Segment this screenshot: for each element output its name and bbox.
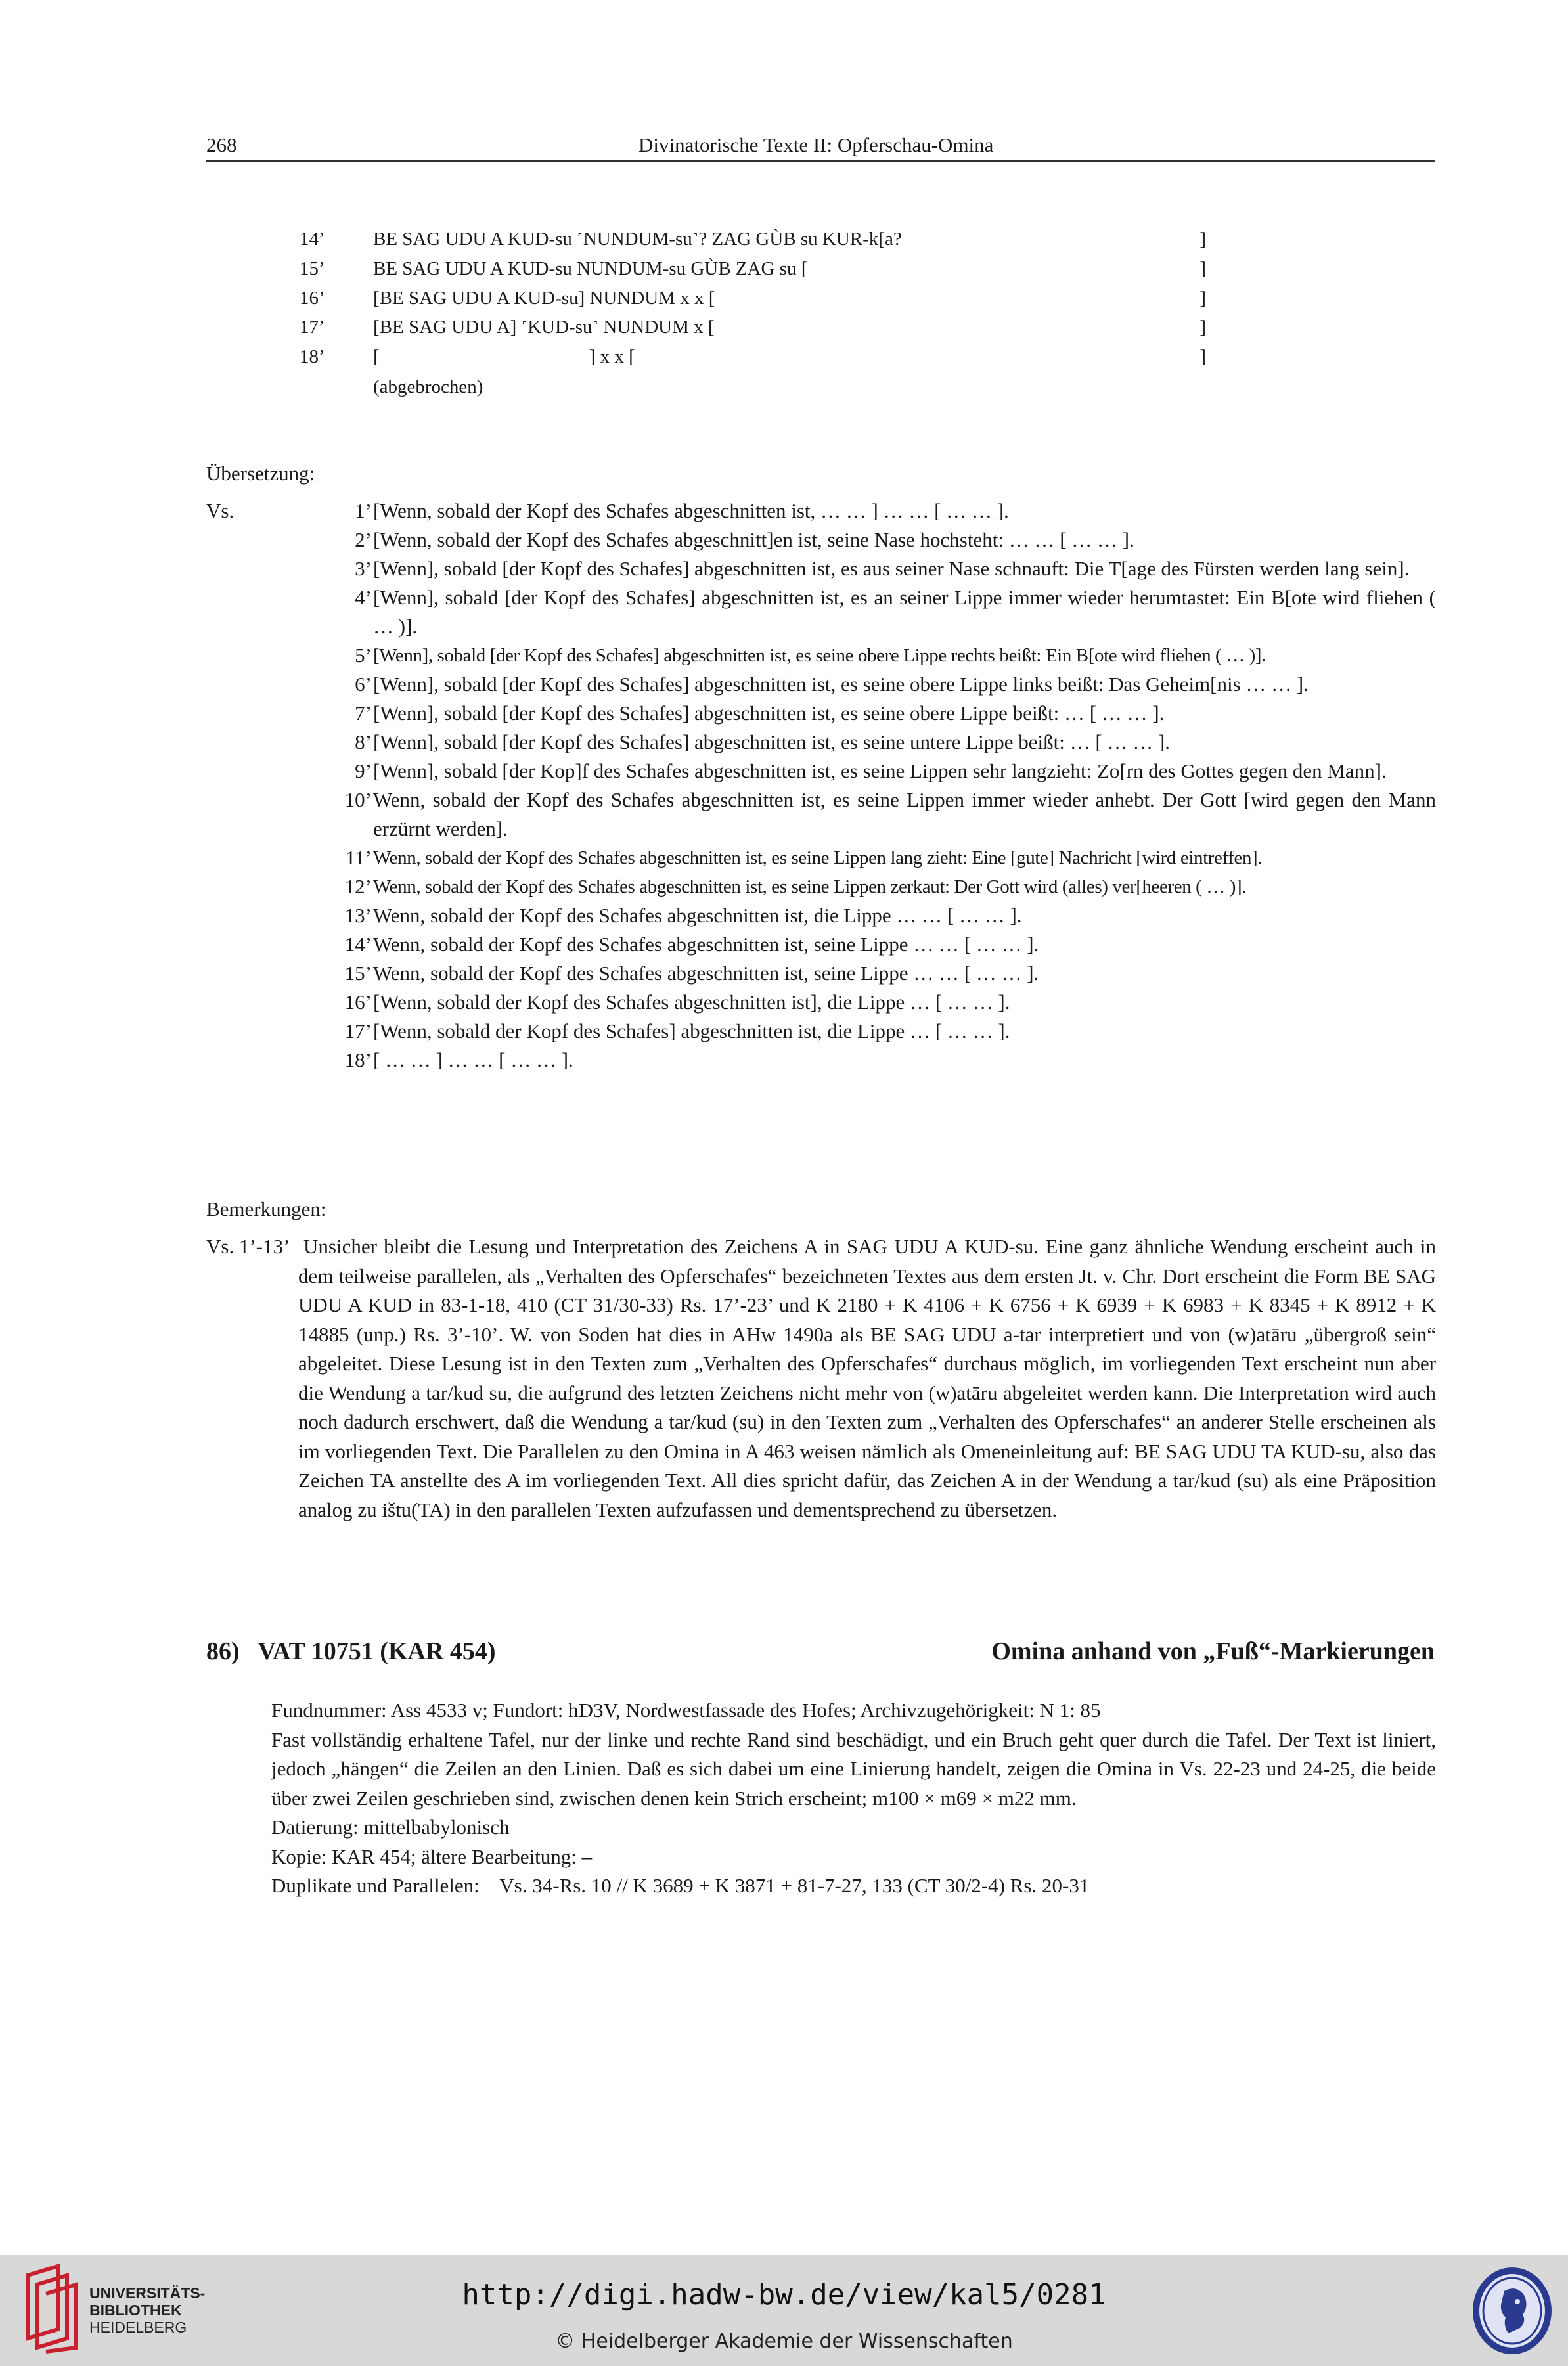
line-text: [Wenn, sobald der Kopf des Schafes abgeschnitten ist], die Lippe … [ … … ].	[373, 991, 1010, 1014]
line-number: 18’	[300, 346, 325, 367]
line-text: [Wenn], sobald [der Kopf des Schafes] abgeschnitten ist, es seine obere Lippe rechts beißt: Ein B[ote wird fliehen ( … )].	[373, 645, 1266, 666]
copyright-notice: © Heidelberger Akademie der Wissenschaften	[555, 2330, 1013, 2353]
line-number: 17’	[300, 317, 325, 338]
header-rule	[206, 160, 1435, 162]
line-text: [Wenn, sobald der Kopf des Schafes] abgeschnitten ist, die Lippe … [ … … ].	[373, 1019, 1010, 1042]
line-text: [Wenn], sobald [der Kopf des Schafes] abgeschnitten ist, es seine untere Lippe beißt: … [ … … ].	[373, 730, 1171, 753]
transliteration-line	[300, 229, 1206, 255]
library-name-line: HEIDELBERG	[89, 2319, 187, 2336]
translation-line	[206, 670, 1436, 699]
dating: Datierung: mittelbabylonisch	[271, 1816, 510, 1839]
translation-line	[206, 757, 1436, 786]
section-heading-number-title: 86) VAT 10751 (KAR 454)	[206, 1638, 496, 1665]
line-number: 16’	[344, 991, 372, 1014]
line-text: [BE SAG UDU A] ˹KUD-su˺ NUNDUM x [	[373, 317, 715, 338]
line-text: [ ] x x [	[373, 346, 635, 367]
line-number: 18’	[344, 1048, 372, 1071]
translation-line	[206, 525, 1436, 554]
permalink-url[interactable]: http://digi.hadw-bw.de/view/kal5/0281	[462, 2278, 1106, 2311]
remarks-heading: Bemerkungen:	[206, 1197, 326, 1220]
line-number: 13’	[344, 904, 372, 927]
line-text: Wenn, sobald der Kopf des Schafes abgeschnitten ist, es seine Lippen immer wieder anhebt. Der Gott [wird gegen den Mann erzürnt werden].	[373, 788, 1436, 840]
line-text: [Wenn, sobald der Kopf des Schafes abgeschnitt]en ist, seine Nase hochsteht: … … [ … … ].	[373, 528, 1134, 551]
section-body	[271, 1696, 1436, 1901]
line-number: 11’	[345, 846, 372, 869]
remark-text: Unsicher bleibt die Lesung und Interpretation des Zeichens A in SAG UDU A KUD-su. Eine ganz ähnliche Wendung erscheint auch in dem teilweise parallelen, als „Verhalten des Opferschafes“ bezeichneten Textes aus dem ersten Jt. v. Chr. Dort erscheint die Form BE SAG UDU A KUD in 83-1-18, 410 (CT 31/30-33) Rs. 17’-23’ und K 2180 + K 4106 + K 6756 + K 6939 + K 6983 + K 8345 + K 8912 + K 14885 (unp.) Rs. 3’-10’. W. von Soden hat dies in AHw 1490a als BE SAG UDU a-tar interpretiert und von (w)atāru „übergroß sein“ abgeleitet. Diese Lesung ist in den Texten zum „Verhalten des Opferschafes“ durchaus möglich, im vorliegenden Text erscheint nun aber die Wendung a tar/kud su, die aufgrund des letzten Zeichens nicht mehr von (w)atāru abgeleitet werden kann. Die Interpretation wird auch noch dadurch erschwert, daß die Wendung a tar/kud (su) in den Texten zum „Verhalten des Opferschafes“ an anderer Stelle erscheinen als im vorliegenden Text. Die Parallelen zu den Omina in A 463 weisen nämlich als Omeneinleitung auf: BE SAG UDU TA KUD-su, also das Zeichen TA anstellte des A im vorliegenden Text. All dies spricht dafür, das Zeichen A in der Wendung a tar/kud (su) als eine Präposition analog zu ištu(TA) in den parallelen Texten aufzufassen und dementsprechend zu übersetzen.	[298, 1235, 1436, 1521]
line-text: Wenn, sobald der Kopf des Schafes abgeschnitten ist, es seine Lippen zerkaut: Der Gott wird (alles) ver[heeren ( … )].	[373, 876, 1247, 897]
line-number: 5’	[355, 644, 372, 667]
line-number: 12’	[344, 875, 372, 898]
closing-bracket: ]	[1199, 258, 1206, 279]
closing-bracket: ]	[1199, 317, 1206, 338]
transliteration-line	[300, 258, 1206, 284]
translation-line	[206, 843, 1436, 872]
translation-line	[206, 641, 1436, 670]
section-heading-subject: Omina anhand von „Fuß“-Markierungen	[991, 1638, 1435, 1665]
line-text: [Wenn], sobald [der Kopf des Schafes] abgeschnitten ist, es aus seiner Nase schnauft: Die T[age des Fürsten werden lang sein].	[373, 557, 1410, 580]
line-text: [BE SAG UDU A KUD-su] NUNDUM x x [	[373, 288, 715, 309]
translation-line	[206, 583, 1436, 641]
translation-line	[206, 988, 1436, 1017]
line-text: [Wenn], sobald [der Kopf des Schafes] abgeschnitten ist, es seine obere Lippe beißt: … [ … … ].	[373, 702, 1165, 725]
line-number: 15’	[300, 258, 325, 279]
line-number: 2’	[355, 528, 372, 551]
line-number: 16’	[300, 288, 325, 309]
library-name-line: UNIVERSITÄTS-	[89, 2285, 206, 2302]
transliteration-line	[300, 288, 1206, 314]
closing-bracket: ]	[1199, 346, 1206, 367]
translation-line	[206, 728, 1436, 757]
translation-line	[206, 786, 1436, 843]
line-number: 15’	[344, 962, 372, 985]
copy-reference: Kopie: KAR 454; ältere Bearbeitung: –	[271, 1844, 593, 1868]
translation-line	[206, 1046, 1436, 1075]
translation-line	[206, 930, 1436, 959]
line-number: 14’	[300, 229, 325, 250]
remark-reference: Vs. 1’-13’	[206, 1235, 290, 1258]
line-text: BE SAG UDU A KUD-su ˹NUNDUM-su˺? ZAG GÙB su KUR-k[a?	[373, 229, 902, 250]
closing-bracket: ]	[1199, 288, 1206, 309]
line-number: 3’	[355, 557, 372, 580]
line-text: [Wenn, sobald der Kopf des Schafes abgeschnitten ist, … … ] … … [ … … ].	[373, 499, 1009, 522]
line-text: [ … … ] … … [ … … ].	[373, 1048, 573, 1071]
line-text: [Wenn], sobald [der Kopf des Schafes] abgeschnitten ist, es an seiner Lippe immer wieder herumtastet: Ein B[ote wird fliehen ( … )].	[373, 586, 1436, 638]
line-number: 10’	[344, 788, 372, 811]
line-number: 8’	[355, 730, 372, 753]
library-name-line: BIBLIOTHEK	[89, 2302, 182, 2319]
line-number: 14’	[344, 933, 372, 956]
find-number: Fundnummer: Ass 4533 v; Fundort: hD3V, Nordwestfassade des Hofes; Archivzugehörigkeit: N 1: 85	[271, 1699, 1101, 1722]
line-number: 4’	[355, 586, 372, 609]
page-number: 268	[206, 133, 237, 156]
transliteration-line	[300, 346, 1206, 372]
running-title: Divinatorische Texte II: Opferschau-Omina	[638, 133, 994, 156]
line-text: Wenn, sobald der Kopf des Schafes abgeschnitten ist, seine Lippe … … [ … … ].	[373, 933, 1039, 956]
line-text: BE SAG UDU A KUD-su NUNDUM-su GÙB ZAG su [	[373, 258, 808, 279]
line-text: Wenn, sobald der Kopf des Schafes abgeschnitten ist, es seine Lippen lang zieht: Eine [gute] Nachricht [wird eintreffen].	[373, 847, 1263, 868]
translation-line	[206, 872, 1436, 901]
transliteration-line	[300, 317, 1206, 343]
line-text: [Wenn], sobald [der Kop]f des Schafes abgeschnitten ist, es seine Lippen sehr langzieht: Zo[rn des Gottes gegen den Mann].	[373, 759, 1387, 782]
broken-off-note: (abgebrochen)	[373, 376, 483, 397]
translation-line	[206, 901, 1436, 930]
tablet-description: Fast vollständig erhaltene Tafel, nur der linke und rechte Rand sind beschädigt, und ein Bruch geht quer durch die Tafel. Der Text ist liniert, jedoch „hängen“ die Zeilen an den Linien. Daß es sich dabei um eine Linierung handelt, zeigen die Omina in Vs. 22-23 und 24-25, die beide über zwei Zeilen geschrieben sind, zwischen denen kein Strich erscheint; m100 × m69 × m22 mm.	[271, 1728, 1436, 1810]
translation-list	[206, 497, 1436, 1075]
duplicates-parallels: Duplikate und Parallelen: Vs. 34-Rs. 10 // K 3689 + K 3871 + 81-7-27, 133 (CT 30/2-4) Rs. 20-31	[271, 1874, 1090, 1897]
translation-line	[206, 1017, 1436, 1046]
line-number: 1’	[355, 499, 372, 522]
translation-line	[206, 959, 1436, 988]
line-number: 7’	[355, 702, 372, 725]
closing-bracket: ]	[1199, 229, 1206, 250]
translation-line	[206, 554, 1436, 583]
translation-heading: Übersetzung:	[206, 462, 315, 485]
line-number: 6’	[355, 673, 372, 696]
line-text: Wenn, sobald der Kopf des Schafes abgeschnitten ist, die Lippe … … [ … … ].	[373, 904, 1022, 927]
line-text: Wenn, sobald der Kopf des Schafes abgeschnitten ist, seine Lippe … … [ … … ].	[373, 962, 1039, 985]
obverse-label: Vs.	[206, 499, 235, 522]
line-number: 17’	[344, 1019, 372, 1042]
translation-line	[206, 497, 1436, 525]
hadw-seal-icon	[1470, 2265, 1554, 2357]
line-number: 9’	[355, 759, 372, 782]
line-text: [Wenn], sobald [der Kopf des Schafes] abgeschnitten ist, es seine obere Lippe links beißt: Das Geheim[nis … … ].	[373, 673, 1309, 696]
translation-line	[206, 699, 1436, 728]
